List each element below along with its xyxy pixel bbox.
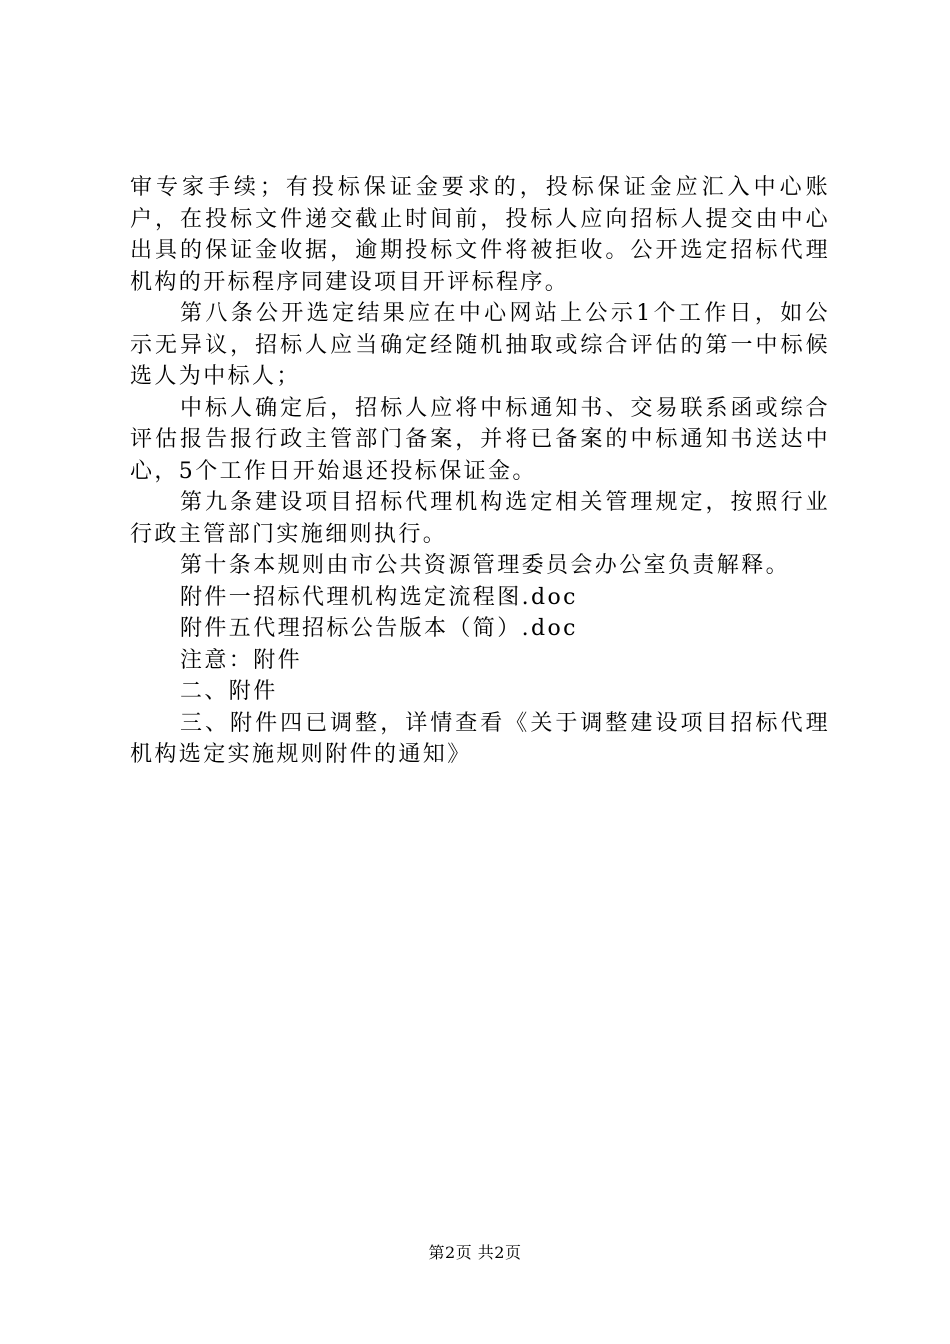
- attachment-1: 附件一招标代理机构选定流程图.doc: [180, 584, 578, 610]
- paragraph-article-9: 第九条建设项目招标代理机构选定相关管理规定，按照行业行政主管部门实施细则执行。: [130, 490, 830, 547]
- note-item-2: 二、附件: [180, 679, 278, 704]
- paragraph-article-8: 第八条公开选定结果应在中心网站上公示1个工作日，如公示无异议，招标人应当确定经随机抽取或综合评估的第一中标候选人为中标人；: [130, 301, 830, 389]
- paragraph-continuation: 审专家手续；有投标保证金要求的，投标保证金应汇入中心账户，在投标文件递交截止时间前，投标人应向招标人提交由中心出具的保证金收据，逾期投标文件将被拒收。公开选定招标代理机构的开标程序同建设项目开评标程序。: [130, 175, 830, 295]
- note-heading: 注意：附件: [180, 647, 303, 673]
- paragraph-article-10: 第十条本规则由市公共资源管理委员会办公室负责解释。: [180, 553, 791, 578]
- attachment-5: 附件五代理招标公告版本（简）.doc: [180, 616, 578, 641]
- paragraph-winner-filing: 中标人确定后，招标人应将中标通知书、交易联系函或综合评估报告报行政主管部门备案，并将已备案的中标通知书送达中心，5个工作日开始退还投标保证金。: [130, 395, 830, 484]
- page-number-footer: 第2页 共2页: [428, 1243, 522, 1262]
- note-item-3: 三、附件四已调整，详情查看《关于调整建设项目招标代理机构选定实施规则附件的通知》: [130, 710, 830, 767]
- document-body: [130, 172, 830, 771]
